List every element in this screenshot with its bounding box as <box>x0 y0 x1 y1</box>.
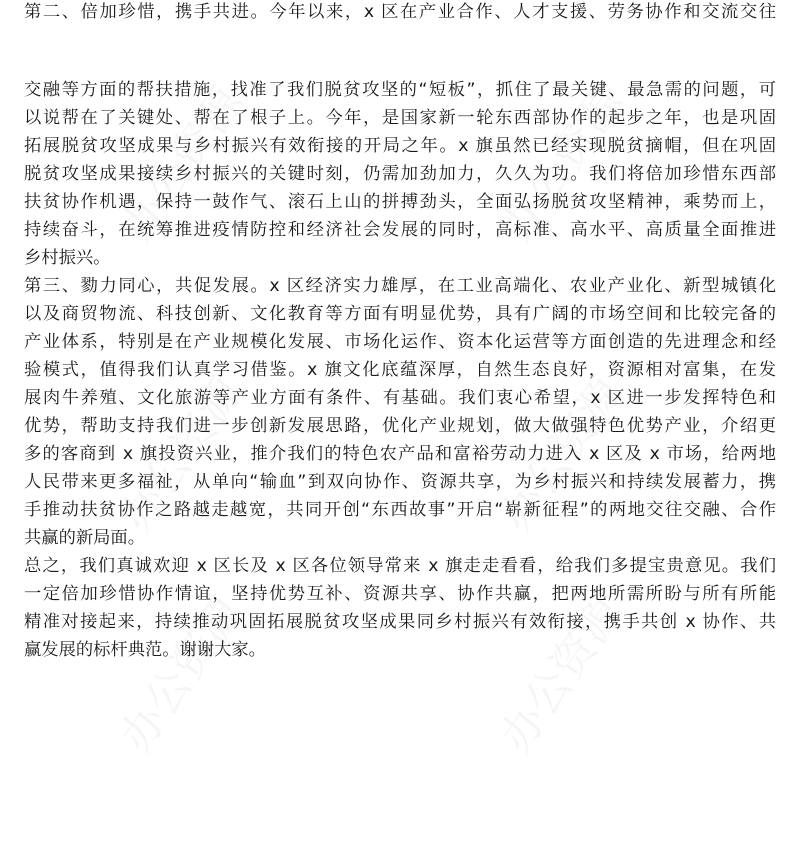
text-line: 手推动扶贫协作之路越走越宽，共同开创“东西故事”开启“崭新征程”的两地交往交融、合作 <box>24 500 776 520</box>
text-line: 交融等方面的帮扶措施，找准了我们脱贫攻坚的“短板”，抓住了最关键、最急需的问题，可 <box>24 80 776 100</box>
text-line: 共赢的新局面。 <box>24 528 145 548</box>
text-line: 赢发展的标杆典范。谢谢大家。 <box>24 640 266 660</box>
text-line: 总之，我们真诚欢迎 x 区长及 x 区各位领导常来 x 旗走走看看，给我们多提宝贵意见。我们 <box>24 556 776 576</box>
text-line: 持续奋斗，在统筹推进疫情防控和经济社会发展的同时，高标准、高水平、高质量全面推进 <box>24 220 776 240</box>
text-line: 第二、倍加珍惜，携手共进。今年以来，x 区在产业合作、人才支援、劳务协作和交流交往 <box>24 2 776 22</box>
text-line: 以说帮在了关键处、帮在了根子上。今年，是国家新一轮东西部协作的起步之年，也是巩固 <box>24 108 776 128</box>
text-line: 产业体系，特别是在产业规模化发展、市场化运作、资本化运营等方面创造的先进理念和经 <box>24 332 776 352</box>
text-line: 乡村振兴。 <box>24 248 111 268</box>
text-line: 第三、勠力同心，共促发展。x 区经济实力雄厚，在工业高端化、农业产业化、新型城镇化 <box>24 276 776 296</box>
text-line: 多的客商到 x 旗投资兴业，推介我们的特色农产品和富裕劳动力进入 x 区及 x 市场，给两地 <box>24 444 776 464</box>
text-line: 精准对接起来，持续推动巩固拓展脱贫攻坚成果同乡村振兴有效衔接，携手共创 x 协作、共 <box>24 612 776 632</box>
text-line: 拓展脱贫攻坚成果与乡村振兴有效衔接的开局之年。x 旗虽然已经实现脱贫摘帽，但在巩固 <box>24 136 776 156</box>
text-line: 一定倍加珍惜协作情谊，坚持优势互补、资源共享、协作共赢，把两地所需所盼与所有所能 <box>24 584 776 604</box>
text-line: 脱贫攻坚成果接续乡村振兴的关键时刻，仍需加劲加力，久久为功。我们将倍加珍惜东西部 <box>24 164 776 184</box>
text-line: 优势，帮助支持我们进一步创新发展思路，优化产业规划，做大做强特色优势产业，介绍更 <box>24 416 776 436</box>
text-line: 展肉牛养殖、文化旅游等产业方面有条件、有基础。我们衷心希望，x 区进一步发挥特色和 <box>24 388 776 408</box>
text-line: 扶贫协作机遇，保持一鼓作气、滚石上山的拼搏劲头，全面弘扬脱贫攻坚精神，乘势而上， <box>24 192 776 212</box>
text-line: 验模式，值得我们认真学习借鉴。x 旗文化底蕴深厚，自然生态良好，资源相对富集，在发 <box>24 360 776 380</box>
watermark <box>101 582 254 763</box>
text-line: 人民带来更多福祉，从单向“输血”到双向协作、资源共享，为乡村振兴和持续发展蓄力，携 <box>24 472 776 492</box>
text-line: 以及商贸物流、科技创新、文化教育等方面有明显优势，具有广阔的市场空间和比较完备的 <box>24 304 776 324</box>
watermark <box>481 582 634 763</box>
